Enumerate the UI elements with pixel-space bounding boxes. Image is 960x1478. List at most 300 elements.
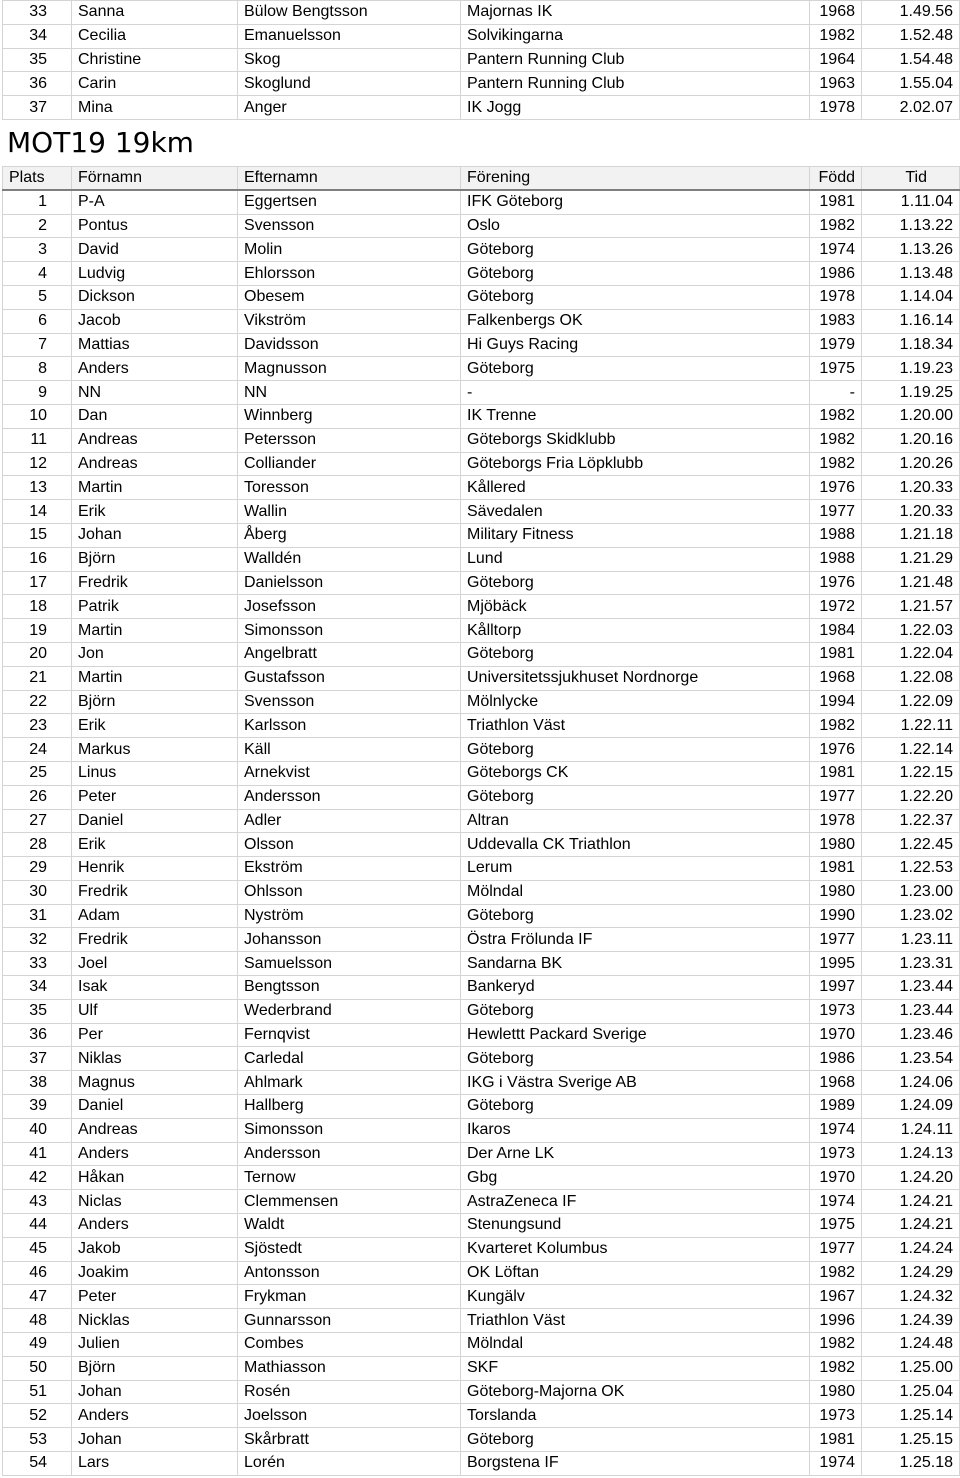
time-cell: 1.54.48 [862, 48, 960, 72]
table-row [3, 238, 960, 262]
first-name-cell: Lars [72, 1452, 238, 1476]
birth-year-cell: 1978 [810, 96, 862, 120]
last-name-cell: Molin [238, 238, 461, 262]
club-cell: Torslanda [461, 1404, 810, 1428]
place-cell: 24 [3, 738, 72, 762]
last-name-cell: Sjöstedt [238, 1237, 461, 1261]
last-name-cell: Magnusson [238, 357, 461, 381]
club-cell: Der Arne LK [461, 1142, 810, 1166]
club-cell: IK Jogg [461, 96, 810, 120]
place-cell: 32 [3, 928, 72, 952]
time-cell: 1.23.44 [862, 976, 960, 1000]
last-name-cell: Svensson [238, 214, 461, 238]
first-name-cell: NN [72, 381, 238, 405]
time-cell: 1.23.54 [862, 1047, 960, 1071]
place-cell: 37 [3, 1047, 72, 1071]
first-name-cell: Carin [72, 72, 238, 96]
table-header-row [3, 166, 960, 190]
club-cell: Universitetssjukhuset Nordnorge [461, 666, 810, 690]
table-row [3, 1404, 960, 1428]
club-cell: Kvarteret Kolumbus [461, 1237, 810, 1261]
birth-year-cell: 1974 [810, 238, 862, 262]
birth-year-cell: 1978 [810, 809, 862, 833]
time-cell: 1.13.48 [862, 262, 960, 286]
place-cell: 18 [3, 595, 72, 619]
place-cell: 30 [3, 880, 72, 904]
time-cell: 1.24.32 [862, 1285, 960, 1309]
first-name-cell: Erik [72, 500, 238, 524]
first-name-cell: Linus [72, 761, 238, 785]
table-row [3, 1190, 960, 1214]
first-name-cell: Fredrik [72, 571, 238, 595]
place-cell: 46 [3, 1261, 72, 1285]
birth-year-cell: 1975 [810, 1214, 862, 1238]
table-row [3, 1047, 960, 1071]
place-cell: 43 [3, 1190, 72, 1214]
club-cell: SKF [461, 1356, 810, 1380]
table-row [3, 547, 960, 571]
first-name-cell: Joel [72, 952, 238, 976]
last-name-cell: Davidsson [238, 333, 461, 357]
last-name-cell: Skog [238, 48, 461, 72]
birth-year-cell: 1978 [810, 285, 862, 309]
table-row [3, 1333, 960, 1357]
club-cell: Sävedalen [461, 500, 810, 524]
first-name-cell: Ludvig [72, 262, 238, 286]
table-row [3, 571, 960, 595]
table-row [3, 262, 960, 286]
club-cell: Göteborg [461, 1428, 810, 1452]
first-name-cell: Niklas [72, 1047, 238, 1071]
time-cell: 1.23.46 [862, 1023, 960, 1047]
table-row [3, 357, 960, 381]
table-row [3, 952, 960, 976]
club-cell: Göteborg [461, 1047, 810, 1071]
club-cell: Altran [461, 809, 810, 833]
club-cell: Göteborg [461, 238, 810, 262]
place-cell: 51 [3, 1380, 72, 1404]
birth-year-cell: 1982 [810, 714, 862, 738]
club-cell: Göteborg [461, 357, 810, 381]
last-name-cell: Petersson [238, 428, 461, 452]
club-cell: Gbg [461, 1166, 810, 1190]
place-cell: 33 [3, 952, 72, 976]
birth-year-cell: 1982 [810, 1356, 862, 1380]
header-forening: Förening [461, 166, 810, 190]
last-name-cell: Anger [238, 96, 461, 120]
table-row [3, 1071, 960, 1095]
club-cell: Falkenbergs OK [461, 309, 810, 333]
first-name-cell: Dan [72, 404, 238, 428]
time-cell: 1.18.34 [862, 333, 960, 357]
table-row [3, 595, 960, 619]
place-cell: 50 [3, 1356, 72, 1380]
place-cell: 34 [3, 976, 72, 1000]
birth-year-cell: 1963 [810, 72, 862, 96]
header-fodd: Född [810, 166, 862, 190]
place-cell: 35 [3, 999, 72, 1023]
place-cell: 34 [3, 24, 72, 48]
table-row [3, 476, 960, 500]
place-cell: 1 [3, 190, 72, 214]
club-cell: Hewlettt Packard Sverige [461, 1023, 810, 1047]
last-name-cell: Rosén [238, 1380, 461, 1404]
club-cell: IKG i Västra Sverige AB [461, 1071, 810, 1095]
first-name-cell: Björn [72, 547, 238, 571]
table-row [3, 1261, 960, 1285]
club-cell: - [461, 381, 810, 405]
last-name-cell: Gustafsson [238, 666, 461, 690]
first-name-cell: Mina [72, 96, 238, 120]
last-name-cell: Hallberg [238, 1095, 461, 1119]
time-cell: 1.25.18 [862, 1452, 960, 1476]
place-cell: 13 [3, 476, 72, 500]
results-body [3, 190, 960, 1475]
time-cell: 1.24.24 [862, 1237, 960, 1261]
place-cell: 53 [3, 1428, 72, 1452]
first-name-cell: Markus [72, 738, 238, 762]
table-row [3, 857, 960, 881]
last-name-cell: Frykman [238, 1285, 461, 1309]
time-cell: 1.24.11 [862, 1118, 960, 1142]
last-name-cell: Wederbrand [238, 999, 461, 1023]
first-name-cell: Nicklas [72, 1309, 238, 1333]
club-cell: IFK Göteborg [461, 190, 810, 214]
birth-year-cell: 1974 [810, 1190, 862, 1214]
first-name-cell: Jacob [72, 309, 238, 333]
birth-year-cell: 1988 [810, 523, 862, 547]
table-row [3, 1166, 960, 1190]
club-cell: Lund [461, 547, 810, 571]
place-cell: 31 [3, 904, 72, 928]
table-row [3, 1214, 960, 1238]
birth-year-cell: 1982 [810, 1261, 862, 1285]
place-cell: 42 [3, 1166, 72, 1190]
place-cell: 11 [3, 428, 72, 452]
last-name-cell: Bülow Bengtsson [238, 1, 461, 25]
birth-year-cell: 1980 [810, 880, 862, 904]
place-cell: 22 [3, 690, 72, 714]
time-cell: 1.23.00 [862, 880, 960, 904]
club-cell: Pantern Running Club [461, 72, 810, 96]
first-name-cell: P-A [72, 190, 238, 214]
table-row [3, 523, 960, 547]
last-name-cell: Andersson [238, 1142, 461, 1166]
birth-year-cell: 1986 [810, 1047, 862, 1071]
place-cell: 3 [3, 238, 72, 262]
time-cell: 1.22.04 [862, 642, 960, 666]
last-name-cell: Ohlsson [238, 880, 461, 904]
birth-year-cell: 1977 [810, 1237, 862, 1261]
place-cell: 15 [3, 523, 72, 547]
table-row [3, 976, 960, 1000]
birth-year-cell: 1972 [810, 595, 862, 619]
club-cell: Göteborgs Skidklubb [461, 428, 810, 452]
time-cell: 1.25.00 [862, 1356, 960, 1380]
birth-year-cell: 1968 [810, 1071, 862, 1095]
last-name-cell: Eggertsen [238, 190, 461, 214]
place-cell: 36 [3, 72, 72, 96]
birth-year-cell: 1982 [810, 452, 862, 476]
place-cell: 26 [3, 785, 72, 809]
last-name-cell: Johansson [238, 928, 461, 952]
club-cell: Oslo [461, 214, 810, 238]
last-name-cell: Nyström [238, 904, 461, 928]
table-row [3, 1452, 960, 1476]
last-name-cell: Gunnarsson [238, 1309, 461, 1333]
time-cell: 1.13.22 [862, 214, 960, 238]
last-name-cell: Colliander [238, 452, 461, 476]
club-cell: Göteborg [461, 904, 810, 928]
last-name-cell: Ehlorsson [238, 262, 461, 286]
first-name-cell: Fredrik [72, 880, 238, 904]
first-name-cell: Andreas [72, 452, 238, 476]
place-cell: 45 [3, 1237, 72, 1261]
birth-year-cell: 1988 [810, 547, 862, 571]
first-name-cell: Anders [72, 1404, 238, 1428]
place-cell: 6 [3, 309, 72, 333]
first-name-cell: Johan [72, 1428, 238, 1452]
place-cell: 25 [3, 761, 72, 785]
birth-year-cell: 1997 [810, 976, 862, 1000]
time-cell: 1.19.23 [862, 357, 960, 381]
last-name-cell: Wallin [238, 500, 461, 524]
last-name-cell: Käll [238, 738, 461, 762]
first-name-cell: Andreas [72, 428, 238, 452]
time-cell: 1.20.33 [862, 500, 960, 524]
time-cell: 1.25.14 [862, 1404, 960, 1428]
club-cell: Göteborg [461, 642, 810, 666]
first-name-cell: Niclas [72, 1190, 238, 1214]
time-cell: 1.22.37 [862, 809, 960, 833]
last-name-cell: Ahlmark [238, 1071, 461, 1095]
club-cell: Stenungsund [461, 1214, 810, 1238]
birth-year-cell: 1981 [810, 857, 862, 881]
birth-year-cell: 1982 [810, 1333, 862, 1357]
birth-year-cell: 1994 [810, 690, 862, 714]
header-tid: Tid [862, 166, 960, 190]
time-cell: 1.13.26 [862, 238, 960, 262]
header-fornamn: Förnamn [72, 166, 238, 190]
time-cell: 1.24.21 [862, 1214, 960, 1238]
club-cell: Göteborgs CK [461, 761, 810, 785]
time-cell: 1.24.29 [862, 1261, 960, 1285]
last-name-cell: Bengtsson [238, 976, 461, 1000]
birth-year-cell: 1995 [810, 952, 862, 976]
table-row [3, 1285, 960, 1309]
time-cell: 1.52.48 [862, 24, 960, 48]
last-name-cell: Fernqvist [238, 1023, 461, 1047]
first-name-cell: Björn [72, 1356, 238, 1380]
club-cell: Kungälv [461, 1285, 810, 1309]
last-name-cell: Josefsson [238, 595, 461, 619]
club-cell: Majornas IK [461, 1, 810, 25]
table-row [3, 285, 960, 309]
place-cell: 54 [3, 1452, 72, 1476]
last-name-cell: Simonsson [238, 619, 461, 643]
place-cell: 27 [3, 809, 72, 833]
birth-year-cell: 1980 [810, 1380, 862, 1404]
birth-year-cell: 1986 [810, 262, 862, 286]
header-efternamn: Efternamn [238, 166, 461, 190]
time-cell: 1.23.11 [862, 928, 960, 952]
place-cell: 52 [3, 1404, 72, 1428]
section-title: MOT19 19km [7, 125, 194, 159]
birth-year-cell: 1968 [810, 666, 862, 690]
previous-results-body [3, 1, 960, 120]
table-row [3, 452, 960, 476]
time-cell: 1.23.44 [862, 999, 960, 1023]
time-cell: 1.24.20 [862, 1166, 960, 1190]
last-name-cell: Arnekvist [238, 761, 461, 785]
table-row [3, 714, 960, 738]
last-name-cell: Emanuelsson [238, 24, 461, 48]
time-cell: 1.24.13 [862, 1142, 960, 1166]
first-name-cell: Patrik [72, 595, 238, 619]
first-name-cell: Ulf [72, 999, 238, 1023]
time-cell: 2.02.07 [862, 96, 960, 120]
first-name-cell: Peter [72, 1285, 238, 1309]
place-cell: 44 [3, 1214, 72, 1238]
table-row [3, 1356, 960, 1380]
table-row [3, 666, 960, 690]
time-cell: 1.21.29 [862, 547, 960, 571]
birth-year-cell: 1970 [810, 1023, 862, 1047]
first-name-cell: Per [72, 1023, 238, 1047]
first-name-cell: Håkan [72, 1166, 238, 1190]
first-name-cell: Dickson [72, 285, 238, 309]
club-cell: Pantern Running Club [461, 48, 810, 72]
first-name-cell: Cecilia [72, 24, 238, 48]
table-row [3, 738, 960, 762]
birth-year-cell: 1973 [810, 1142, 862, 1166]
table-row [3, 1118, 960, 1142]
time-cell: 1.22.53 [862, 857, 960, 881]
last-name-cell: Ekström [238, 857, 461, 881]
last-name-cell: Karlsson [238, 714, 461, 738]
birth-year-cell: 1974 [810, 1452, 862, 1476]
time-cell: 1.20.26 [862, 452, 960, 476]
place-cell: 38 [3, 1071, 72, 1095]
club-cell: Göteborg [461, 999, 810, 1023]
birth-year-cell: 1967 [810, 1285, 862, 1309]
table-row [3, 24, 960, 48]
table-row [3, 880, 960, 904]
birth-year-cell: 1977 [810, 785, 862, 809]
last-name-cell: Toresson [238, 476, 461, 500]
club-cell: Göteborgs Fria Löpklubb [461, 452, 810, 476]
time-cell: 1.20.33 [862, 476, 960, 500]
table-row [3, 761, 960, 785]
first-name-cell: Henrik [72, 857, 238, 881]
first-name-cell: Jon [72, 642, 238, 666]
first-name-cell: Joakim [72, 1261, 238, 1285]
place-cell: 2 [3, 214, 72, 238]
first-name-cell: Erik [72, 714, 238, 738]
table-row [3, 809, 960, 833]
time-cell: 1.25.15 [862, 1428, 960, 1452]
birth-year-cell: 1976 [810, 738, 862, 762]
club-cell: Mjöbäck [461, 595, 810, 619]
birth-year-cell: 1975 [810, 357, 862, 381]
time-cell: 1.21.18 [862, 523, 960, 547]
table-row [3, 500, 960, 524]
table-row [3, 833, 960, 857]
time-cell: 1.23.02 [862, 904, 960, 928]
time-cell: 1.14.04 [862, 285, 960, 309]
time-cell: 1.20.00 [862, 404, 960, 428]
last-name-cell: Adler [238, 809, 461, 833]
birth-year-cell: 1982 [810, 404, 862, 428]
club-cell: Sandarna BK [461, 952, 810, 976]
place-cell: 10 [3, 404, 72, 428]
last-name-cell: Combes [238, 1333, 461, 1357]
table-row [3, 1380, 960, 1404]
table-row [3, 309, 960, 333]
birth-year-cell: 1983 [810, 309, 862, 333]
time-cell: 1.49.56 [862, 1, 960, 25]
first-name-cell: Anders [72, 357, 238, 381]
results-table [2, 166, 960, 1476]
place-cell: 7 [3, 333, 72, 357]
last-name-cell: NN [238, 381, 461, 405]
last-name-cell: Åberg [238, 523, 461, 547]
table-row [3, 999, 960, 1023]
table-row [3, 642, 960, 666]
place-cell: 5 [3, 285, 72, 309]
birth-year-cell: 1973 [810, 1404, 862, 1428]
birth-year-cell: - [810, 381, 862, 405]
place-cell: 20 [3, 642, 72, 666]
first-name-cell: Martin [72, 666, 238, 690]
place-cell: 47 [3, 1285, 72, 1309]
club-cell: Göteborg [461, 262, 810, 286]
last-name-cell: Olsson [238, 833, 461, 857]
birth-year-cell: 1968 [810, 1, 862, 25]
time-cell: 1.24.48 [862, 1333, 960, 1357]
last-name-cell: Walldén [238, 547, 461, 571]
time-cell: 1.22.20 [862, 785, 960, 809]
place-cell: 9 [3, 381, 72, 405]
birth-year-cell: 1979 [810, 333, 862, 357]
last-name-cell: Waldt [238, 1214, 461, 1238]
place-cell: 14 [3, 500, 72, 524]
place-cell: 23 [3, 714, 72, 738]
first-name-cell: Anders [72, 1142, 238, 1166]
club-cell: OK Löftan [461, 1261, 810, 1285]
place-cell: 40 [3, 1118, 72, 1142]
first-name-cell: Jakob [72, 1237, 238, 1261]
place-cell: 41 [3, 1142, 72, 1166]
birth-year-cell: 1980 [810, 833, 862, 857]
first-name-cell: Björn [72, 690, 238, 714]
place-cell: 8 [3, 357, 72, 381]
time-cell: 1.22.03 [862, 619, 960, 643]
table-row [3, 404, 960, 428]
club-cell: Triathlon Väst [461, 714, 810, 738]
first-name-cell: Johan [72, 1380, 238, 1404]
first-name-cell: Magnus [72, 1071, 238, 1095]
birth-year-cell: 1973 [810, 999, 862, 1023]
table-row [3, 333, 960, 357]
place-cell: 12 [3, 452, 72, 476]
time-cell: 1.25.04 [862, 1380, 960, 1404]
table-row [3, 1237, 960, 1261]
club-cell: Hi Guys Racing [461, 333, 810, 357]
place-cell: 19 [3, 619, 72, 643]
last-name-cell: Angelbratt [238, 642, 461, 666]
time-cell: 1.22.11 [862, 714, 960, 738]
